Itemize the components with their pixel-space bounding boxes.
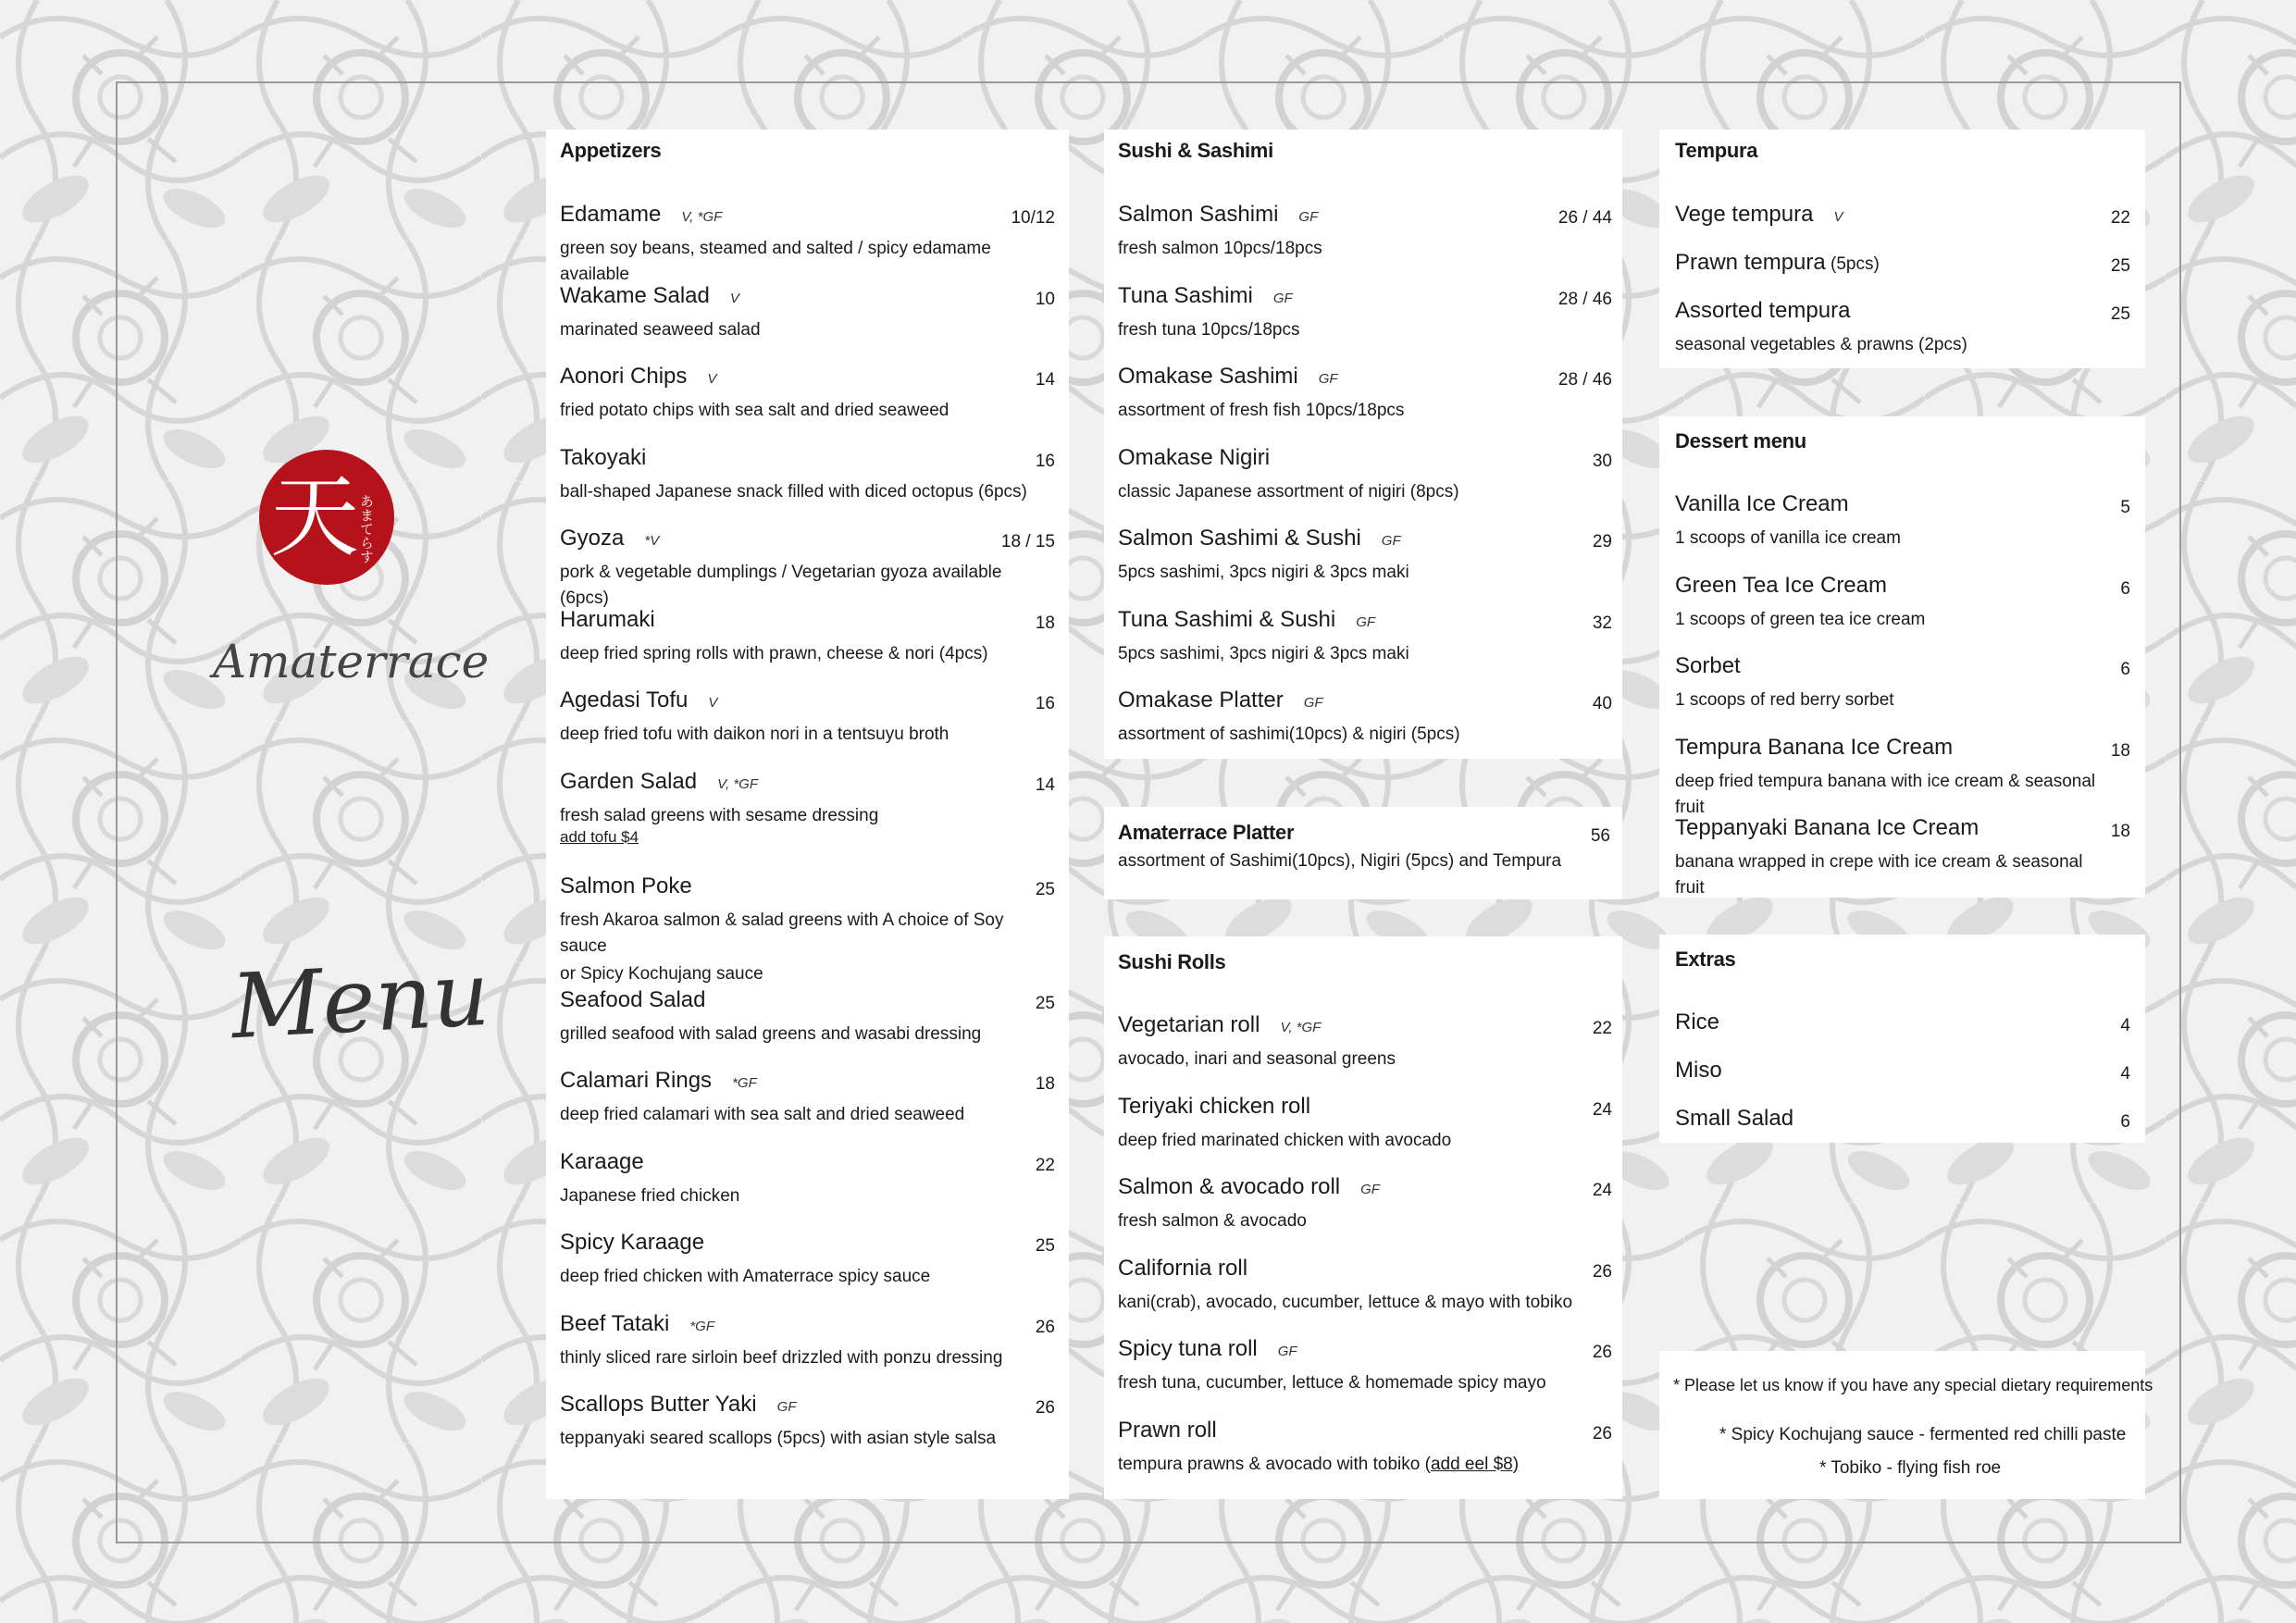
extras-item-price: 6 <box>2120 1112 2130 1132</box>
appetizers-item-desc: Japanese fried chicken <box>560 1185 740 1206</box>
sushi_rolls-item-desc: avocado, inari and seasonal greens <box>1118 1049 1396 1069</box>
brand-name: Amaterrace <box>213 635 490 688</box>
appetizers-item-name: Calamari Rings <box>560 1068 713 1093</box>
appetizers-item-price: 10/12 <box>1011 208 1055 228</box>
sushi_sashimi-item-tag: GF <box>1381 533 1401 549</box>
tempura-item-desc: seasonal vegetables & prawns (2pcs) <box>1675 335 1967 354</box>
sushi_sashimi-item-desc: assortment of fresh fish 10pcs/18pcs <box>1118 401 1405 420</box>
appetizers-item-price: 26 <box>1035 1398 1055 1418</box>
sushi_sashimi-item-name: Tuna Sashimi <box>1118 282 1253 308</box>
appetizers-item-name: Scallops Butter Yaki <box>560 1392 757 1417</box>
appetizers-item-desc-2: or Spicy Kochujang sauce <box>560 963 763 984</box>
appetizers-item-name: Edamame <box>560 202 662 227</box>
sushi_sashimi-item-name: Omakase Platter <box>1118 688 1284 712</box>
sushi_sashimi-item-price: 40 <box>1592 694 1612 713</box>
dessert-item-desc: 1 scoops of red berry sorbet <box>1675 690 1894 710</box>
appetizers-item-tag: V <box>707 371 717 387</box>
appetizers-item-desc: green soy beans, steamed and salted / spicy edamame available <box>560 239 991 284</box>
sushi_rolls-item-name: Prawn roll <box>1118 1417 1217 1443</box>
appetizers-item-name: Agedasi Tofu <box>560 688 689 712</box>
sushi-sashimi-heading: Sushi & Sashimi <box>1118 139 1273 162</box>
sushi_sashimi-item-price: 29 <box>1592 532 1612 551</box>
menu-word: Menu <box>229 941 492 1059</box>
sushi_rolls-item-name: Spicy tuna roll <box>1118 1336 1258 1361</box>
appetizers-item-desc: deep fried spring rolls with prawn, cheese & nori (4pcs) <box>560 643 988 663</box>
appetizers-item-tag: *GF <box>732 1075 757 1091</box>
logo-kanji: 天 <box>270 465 359 569</box>
sushi_rolls-item-tag: GF <box>1360 1182 1380 1197</box>
dessert-item-name: Green Tea Ice Cream <box>1675 572 1887 598</box>
platter-item <box>1118 821 1581 874</box>
sushi_rolls-item-price: 24 <box>1592 1099 1612 1120</box>
tempura-item-name: Assorted tempura <box>1675 298 1851 323</box>
appetizers-item-price: 16 <box>1035 694 1055 713</box>
sushi-rolls-heading: Sushi Rolls <box>1118 950 1226 973</box>
appetizers-item-tag: V, *GF <box>717 775 759 792</box>
amaterrace-logo <box>257 448 396 587</box>
appetizers-item-name: Salmon Poke <box>560 873 692 898</box>
sushi_sashimi-item-price: 30 <box>1592 451 1612 471</box>
appetizers-heading: Appetizers <box>560 139 662 162</box>
sushi_sashimi-item-desc: 5pcs sashimi, 3pcs nigiri & 3pcs maki <box>1118 643 1409 663</box>
tempura-item-suffix: (5pcs) <box>1825 254 1880 274</box>
sushi_rolls-item-name: Salmon & avocado roll <box>1118 1174 1341 1199</box>
sushi_sashimi-item-price: 26 / 44 <box>1558 208 1612 228</box>
dessert-item-price: 5 <box>2120 498 2130 517</box>
appetizers-item-price: 14 <box>1035 370 1055 390</box>
dessert-item-name: Teppanyaki Banana Ice Cream <box>1675 815 1980 840</box>
sushi_rolls-item-price: 26 <box>1592 1343 1612 1362</box>
sushi_sashimi-item-tag: GF <box>1356 613 1376 630</box>
sushi_rolls-item-name: Vegetarian roll <box>1118 1012 1260 1037</box>
appetizers-item-desc: marinated seaweed salad <box>560 319 761 340</box>
appetizers-item-desc: fresh salad greens with sesame dressing <box>560 805 879 825</box>
appetizers-item-name: Karaage <box>560 1148 644 1174</box>
platter-name: Amaterrace Platter <box>1118 821 1295 844</box>
sushi_rolls-item-name: California roll <box>1118 1255 1248 1281</box>
appetizers-item-desc: deep fried chicken with Amaterrace spicy sauce <box>560 1267 931 1286</box>
appetizers-item-name: Takoyaki <box>560 444 647 470</box>
appetizers-item-desc: teppanyaki seared scallops (5pcs) with asian style salsa <box>560 1429 997 1448</box>
platter-price: 56 <box>1590 826 1610 846</box>
sushi_rolls-item-desc: fresh tuna, cucumber, lettuce & homemade spicy mayo <box>1118 1373 1546 1393</box>
extras-item-name: Rice <box>1675 1010 1720 1035</box>
extras-item-price: 4 <box>2120 1064 2130 1084</box>
appetizers-item-price: 18 <box>1035 613 1055 633</box>
sushi_sashimi-item-desc: assortment of sashimi(10pcs) & nigiri (5pcs) <box>1118 725 1460 744</box>
appetizers-item-price: 16 <box>1035 451 1055 471</box>
sushi_sashimi-item-tag: GF <box>1298 209 1319 225</box>
kochujang-note: * Spicy Kochujang sauce - fermented red chilli paste <box>1719 1425 2127 1444</box>
appetizers-item-price: 25 <box>1035 1236 1055 1256</box>
tempura-item-name: Vege tempura <box>1675 202 1814 227</box>
sushi_rolls-item-desc: kani(crab), avocado, cucumber, lettuce & mayo with tobiko <box>1118 1292 1573 1312</box>
dessert-item-price: 6 <box>2120 660 2130 679</box>
sushi_sashimi-item-desc: 5pcs sashimi, 3pcs nigiri & 3pcs maki <box>1118 563 1409 582</box>
appetizers-item-name: Wakame Salad <box>560 282 710 308</box>
sushi_sashimi-item-price: 28 / 46 <box>1558 370 1612 390</box>
sushi_rolls-item-desc: tempura prawns & avocado with tobiko (add eel $8) <box>1118 1454 1520 1474</box>
sushi_sashimi-item-tag: GF <box>1272 290 1293 306</box>
appetizers-item-name: Harumaki <box>560 606 655 632</box>
appetizers-item-tag: V, *GF <box>681 209 723 225</box>
sushi_rolls-item-desc: deep fried marinated chicken with avocado <box>1118 1130 1452 1150</box>
appetizers-item-tag: *GF <box>689 1318 714 1334</box>
sushi_rolls-item-price: 26 <box>1592 1423 1612 1443</box>
appetizers-item-desc: ball-shaped Japanese snack filled with diced octopus (6pcs) <box>560 481 1027 502</box>
appetizers-item-tag: V <box>729 290 739 306</box>
logo-kana: あまてらす <box>358 494 375 564</box>
dessert-item-price: 18 <box>2110 740 2130 761</box>
tempura-item-tag: V <box>1833 209 1843 225</box>
appetizers-item-tag: V <box>708 695 718 711</box>
dessert-heading: Dessert menu <box>1675 429 1806 452</box>
sushi_rolls-item-price: 22 <box>1592 1019 1612 1038</box>
sushi_rolls-item-price: 26 <box>1592 1261 1612 1282</box>
sushi_sashimi-item-desc: fresh tuna 10pcs/18pcs <box>1118 319 1300 340</box>
extras-heading: Extras <box>1675 948 1736 971</box>
sushi_sashimi-item-price: 28 / 46 <box>1558 289 1612 309</box>
dessert-item-desc: deep fried tempura banana with ice cream & seasonal fruit <box>1675 771 2096 817</box>
appetizers-item-desc: thinly sliced rare sirloin beef drizzled with ponzu dressing <box>560 1347 1003 1368</box>
tempura-heading: Tempura <box>1675 139 1758 162</box>
sushi_sashimi-item-name: Tuna Sashimi & Sushi <box>1118 606 1336 632</box>
appetizers-item-name: Gyoza <box>560 526 625 551</box>
platter-desc: assortment of Sashimi(10pcs), Nigiri (5pcs) and Tempura <box>1118 851 1562 871</box>
appetizers-item-tag: GF <box>776 1399 797 1415</box>
sushi_rolls-item-addon: (add eel $8) <box>1424 1454 1520 1474</box>
appetizers-item-desc: grilled seafood with salad greens and wasabi dressing <box>560 1023 982 1044</box>
appetizers-item-desc: fresh Akaroa salmon & salad greens with A choice of Soy sauce <box>560 910 1004 956</box>
dietary-note: * Please let us know if you have any special dietary requirements <box>1673 1376 2153 1394</box>
appetizers-item-name: Spicy Karaage <box>560 1230 705 1255</box>
dessert-item-name: Tempura Banana Ice Cream <box>1675 734 1954 760</box>
tempura-item-price: 22 <box>2110 208 2130 228</box>
tempura-item-price: 25 <box>2110 304 2130 324</box>
dessert-item-desc: 1 scoops of vanilla ice cream <box>1675 528 1901 548</box>
tobiko-note: * Tobiko - flying fish roe <box>1819 1458 2002 1478</box>
sushi_rolls-item-price: 24 <box>1592 1181 1612 1200</box>
dessert-item-name: Vanilla Ice Cream <box>1675 491 1849 516</box>
appetizers-item-price: 25 <box>1035 879 1055 899</box>
appetizers-item-addon: add tofu $4 <box>560 827 639 846</box>
sushi_sashimi-item-name: Omakase Nigiri <box>1118 444 1271 470</box>
appetizers-item-price: 25 <box>1035 993 1055 1013</box>
appetizers-item-desc: deep fried tofu with daikon nori in a tentsuyu broth <box>560 725 949 744</box>
dessert-item-price: 6 <box>2120 578 2130 599</box>
sushi_rolls-item-tag: GF <box>1277 1344 1297 1359</box>
appetizers-item-price: 22 <box>1035 1155 1055 1175</box>
sushi_sashimi-item-name: Salmon Sashimi & Sushi <box>1118 526 1361 551</box>
appetizers-item-desc: fried potato chips with sea salt and dried seaweed <box>560 401 949 420</box>
appetizers-item-price: 18 <box>1035 1074 1055 1094</box>
appetizers-item-price: 14 <box>1035 774 1055 795</box>
extras-item-price: 4 <box>2120 1016 2130 1035</box>
appetizers-item-price: 10 <box>1035 289 1055 309</box>
appetizers-item-price: 18 / 15 <box>1000 532 1055 551</box>
extras-item-name: Small Salad <box>1675 1106 1794 1131</box>
tempura-item-price: 25 <box>2110 256 2130 276</box>
appetizers-item-name: Beef Tataki <box>560 1310 670 1336</box>
appetizers-item-name: Aonori Chips <box>560 364 688 389</box>
sushi_rolls-item-desc: fresh salmon & avocado <box>1118 1211 1307 1231</box>
appetizers-item-name: Seafood Salad <box>560 986 706 1012</box>
sushi_rolls-item-name: Teriyaki chicken roll <box>1118 1093 1311 1119</box>
dessert-item-desc: banana wrapped in crepe with ice cream & seasonal fruit <box>1675 852 2083 898</box>
extras-item-name: Miso <box>1675 1058 1722 1083</box>
sushi_sashimi-item-desc: fresh salmon 10pcs/18pcs <box>1118 239 1322 258</box>
appetizers-item-name: Garden Salad <box>560 768 698 794</box>
sushi_sashimi-item-name: Omakase Sashimi <box>1118 364 1298 389</box>
appetizers-item-price: 26 <box>1035 1317 1055 1337</box>
sushi_rolls-item-tag: V, *GF <box>1280 1020 1322 1035</box>
sushi_sashimi-item-desc: classic Japanese assortment of nigiri (8pcs) <box>1118 481 1459 502</box>
appetizers-item-desc: deep fried calamari with sea salt and dried seaweed <box>560 1105 965 1124</box>
dessert-item-price: 18 <box>2110 822 2130 841</box>
dessert-item-desc: 1 scoops of green tea ice cream <box>1675 609 1926 629</box>
appetizers-item-tag: *V <box>644 533 660 549</box>
sushi_sashimi-item-name: Salmon Sashimi <box>1118 202 1279 227</box>
dessert-item-name: Sorbet <box>1675 653 1741 678</box>
sushi_sashimi-item-price: 32 <box>1592 613 1612 633</box>
sushi_sashimi-item-tag: GF <box>1318 371 1338 387</box>
tempura-item-name: Prawn tempura <box>1675 250 1826 275</box>
sushi_sashimi-item-tag: GF <box>1303 695 1323 711</box>
appetizers-item-desc: pork & vegetable dumplings / Vegetarian gyoza available (6pcs) <box>560 563 1002 608</box>
